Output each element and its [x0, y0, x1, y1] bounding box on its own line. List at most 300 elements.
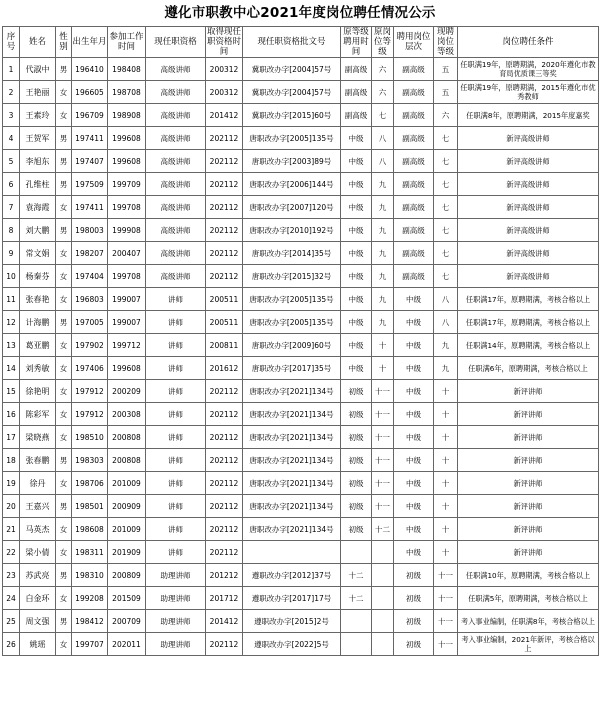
cell-gender: 女 — [56, 357, 72, 380]
cell-birth: 197407 — [72, 150, 108, 173]
cell-qualification-date: 202112 — [206, 127, 243, 150]
cell-qualification: 高级讲师 — [146, 196, 206, 219]
cell-post-level: 七 — [434, 196, 458, 219]
table-row — [3, 127, 599, 150]
cell-name: 张春鹏 — [20, 449, 56, 472]
cell-approval-doc: 唐职改办字[2009]60号 — [243, 334, 341, 357]
cell-orig-level-date: 副高级 — [341, 58, 372, 81]
cell-name: 张春艳 — [20, 288, 56, 311]
cell-approval-doc: 冀职改办字[2004]57号 — [243, 81, 341, 104]
cell-gender: 女 — [56, 426, 72, 449]
cell-post-level: 十 — [434, 518, 458, 541]
cell-qualification-date: 202112 — [206, 242, 243, 265]
cell-orig-post-level: 九 — [372, 311, 394, 334]
cell-conditions: 新评高级讲师 — [458, 219, 599, 242]
cell-qualification-date: 202112 — [206, 380, 243, 403]
cell-name: 白金环 — [20, 587, 56, 610]
cell-work-start: 199908 — [108, 219, 146, 242]
cell-work-start: 200909 — [108, 495, 146, 518]
cell-orig-post-level: 七 — [372, 104, 394, 127]
cell-approval-doc: 唐职改办字[2007]120号 — [243, 196, 341, 219]
cell-birth: 197902 — [72, 334, 108, 357]
cell-work-start: 199708 — [108, 196, 146, 219]
cell-post-tier: 中级 — [394, 449, 434, 472]
cell-birth: 197411 — [72, 196, 108, 219]
cell-qualification: 高级讲师 — [146, 242, 206, 265]
cell-orig-post-level: 九 — [372, 219, 394, 242]
header-row — [3, 27, 599, 58]
cell-orig-post-level: 六 — [372, 58, 394, 81]
cell-birth: 198608 — [72, 518, 108, 541]
cell-post-tier: 初级 — [394, 610, 434, 633]
cell-orig-level-date: 中级 — [341, 357, 372, 380]
cell-approval-doc: 唐职改办字[2015]32号 — [243, 265, 341, 288]
cell-name: 刘秀敏 — [20, 357, 56, 380]
cell-gender: 女 — [56, 242, 72, 265]
cell-qualification: 讲师 — [146, 426, 206, 449]
cell-orig-level-date — [341, 633, 372, 656]
cell-orig-level-date — [341, 541, 372, 564]
cell-name: 王贺军 — [20, 127, 56, 150]
cell-orig-post-level: 九 — [372, 288, 394, 311]
cell-serial: 19 — [3, 472, 20, 495]
cell-post-level: 十 — [434, 426, 458, 449]
cell-serial: 5 — [3, 150, 20, 173]
cell-work-start: 200308 — [108, 403, 146, 426]
cell-conditions: 任职满6年，原聘期满，考核合格以上 — [458, 357, 599, 380]
appointment-table — [2, 26, 599, 656]
cell-qualification-date: 202112 — [206, 426, 243, 449]
cell-serial: 26 — [3, 633, 20, 656]
cell-birth: 197509 — [72, 173, 108, 196]
cell-qualification: 高级讲师 — [146, 104, 206, 127]
cell-gender: 男 — [56, 449, 72, 472]
cell-orig-level-date: 初级 — [341, 380, 372, 403]
cell-work-start: 202011 — [108, 633, 146, 656]
cell-qualification: 讲师 — [146, 357, 206, 380]
cell-post-level: 九 — [434, 357, 458, 380]
cell-gender: 女 — [56, 380, 72, 403]
cell-serial: 22 — [3, 541, 20, 564]
cell-birth: 198706 — [72, 472, 108, 495]
cell-post-tier: 中级 — [394, 380, 434, 403]
cell-approval-doc: 唐职改办字[2021]134号 — [243, 380, 341, 403]
cell-gender: 女 — [56, 518, 72, 541]
cell-orig-level-date: 副高级 — [341, 104, 372, 127]
cell-post-tier: 中级 — [394, 334, 434, 357]
cell-post-level: 七 — [434, 127, 458, 150]
cell-serial: 7 — [3, 196, 20, 219]
cell-work-start: 201509 — [108, 587, 146, 610]
cell-approval-doc: 唐职改办字[2006]144号 — [243, 173, 341, 196]
cell-gender: 女 — [56, 265, 72, 288]
cell-birth: 198510 — [72, 426, 108, 449]
cell-post-tier: 副高级 — [394, 265, 434, 288]
cell-work-start: 198408 — [108, 58, 146, 81]
cell-birth: 199707 — [72, 633, 108, 656]
cell-approval-doc: 唐职改办字[2003]89号 — [243, 150, 341, 173]
cell-serial: 2 — [3, 81, 20, 104]
cell-serial: 17 — [3, 426, 20, 449]
cell-serial: 24 — [3, 587, 20, 610]
cell-post-level: 五 — [434, 81, 458, 104]
table-row — [3, 564, 599, 587]
cell-birth: 198311 — [72, 541, 108, 564]
header-conditions: 岗位聘任条件 — [458, 27, 599, 58]
cell-gender: 男 — [56, 610, 72, 633]
table-row — [3, 403, 599, 426]
cell-orig-level-date: 中级 — [341, 334, 372, 357]
cell-approval-doc: 冀职改办字[2004]57号 — [243, 58, 341, 81]
cell-approval-doc: 唐职改办字[2005]135号 — [243, 127, 341, 150]
cell-qualification-date: 202112 — [206, 518, 243, 541]
cell-orig-level-date: 中级 — [341, 265, 372, 288]
cell-qualification: 讲师 — [146, 541, 206, 564]
cell-orig-post-level — [372, 633, 394, 656]
cell-post-level: 七 — [434, 265, 458, 288]
cell-birth: 197005 — [72, 311, 108, 334]
cell-orig-post-level: 十一 — [372, 495, 394, 518]
cell-orig-level-date: 初级 — [341, 472, 372, 495]
cell-name: 梁小倩 — [20, 541, 56, 564]
cell-name: 王艳丽 — [20, 81, 56, 104]
cell-gender: 女 — [56, 587, 72, 610]
cell-orig-post-level: 九 — [372, 173, 394, 196]
cell-gender: 女 — [56, 196, 72, 219]
cell-birth: 197411 — [72, 127, 108, 150]
cell-work-start: 199608 — [108, 357, 146, 380]
cell-post-level: 十 — [434, 541, 458, 564]
cell-post-tier: 中级 — [394, 357, 434, 380]
cell-conditions: 新评讲师 — [458, 449, 599, 472]
cell-qualification-date: 202112 — [206, 403, 243, 426]
cell-qualification-date: 200811 — [206, 334, 243, 357]
cell-orig-level-date: 中级 — [341, 127, 372, 150]
table-row — [3, 81, 599, 104]
cell-post-level: 十一 — [434, 610, 458, 633]
cell-post-level: 十 — [434, 449, 458, 472]
cell-orig-level-date: 初级 — [341, 449, 372, 472]
table-row — [3, 472, 599, 495]
cell-serial: 6 — [3, 173, 20, 196]
cell-post-tier: 中级 — [394, 403, 434, 426]
cell-gender: 女 — [56, 334, 72, 357]
cell-serial: 15 — [3, 380, 20, 403]
cell-orig-level-date: 初级 — [341, 518, 372, 541]
cell-conditions: 新评讲师 — [458, 380, 599, 403]
cell-name: 梁晓燕 — [20, 426, 56, 449]
cell-qualification: 高级讲师 — [146, 150, 206, 173]
cell-post-level: 十一 — [434, 633, 458, 656]
table-row — [3, 334, 599, 357]
cell-gender: 男 — [56, 219, 72, 242]
cell-qualification-date: 202112 — [206, 633, 243, 656]
cell-post-tier: 初级 — [394, 633, 434, 656]
cell-orig-level-date: 十二 — [341, 564, 372, 587]
cell-serial: 16 — [3, 403, 20, 426]
cell-orig-post-level: 十 — [372, 357, 394, 380]
cell-work-start: 199708 — [108, 265, 146, 288]
table-row — [3, 265, 599, 288]
cell-qualification: 助理讲师 — [146, 610, 206, 633]
cell-qualification: 高级讲师 — [146, 219, 206, 242]
cell-qualification-date: 202112 — [206, 495, 243, 518]
cell-gender: 女 — [56, 633, 72, 656]
cell-name: 计海鹏 — [20, 311, 56, 334]
table-row — [3, 357, 599, 380]
cell-work-start: 200808 — [108, 449, 146, 472]
cell-orig-post-level: 十 — [372, 334, 394, 357]
cell-qualification: 助理讲师 — [146, 587, 206, 610]
cell-conditions: 新评讲师 — [458, 518, 599, 541]
header-qualification-date: 取得现任职资格时间 — [206, 27, 241, 57]
cell-name: 李旭东 — [20, 150, 56, 173]
cell-work-start: 200407 — [108, 242, 146, 265]
cell-orig-level-date: 初级 — [341, 426, 372, 449]
table-row — [3, 150, 599, 173]
cell-orig-level-date: 中级 — [341, 288, 372, 311]
cell-approval-doc — [243, 541, 341, 564]
cell-work-start: 198908 — [108, 104, 146, 127]
cell-orig-post-level: 十一 — [372, 472, 394, 495]
header-orig-post-level: 原岗位等级 — [372, 27, 394, 58]
cell-gender: 男 — [56, 311, 72, 334]
cell-post-level: 十 — [434, 495, 458, 518]
table-row — [3, 58, 599, 81]
cell-post-level: 七 — [434, 219, 458, 242]
cell-birth: 196605 — [72, 81, 108, 104]
cell-birth: 196803 — [72, 288, 108, 311]
cell-conditions: 新评讲师 — [458, 426, 599, 449]
cell-qualification: 讲师 — [146, 495, 206, 518]
cell-qualification-date: 201712 — [206, 587, 243, 610]
cell-conditions: 任职满8年，原聘期满，2015年度嘉奖 — [458, 104, 599, 127]
cell-gender: 女 — [56, 288, 72, 311]
cell-conditions: 新评讲师 — [458, 495, 599, 518]
cell-serial: 25 — [3, 610, 20, 633]
cell-conditions: 新评高级讲师 — [458, 242, 599, 265]
cell-qualification-date: 202112 — [206, 173, 243, 196]
header-birth: 出生年月 — [72, 27, 108, 58]
cell-post-level: 六 — [434, 104, 458, 127]
cell-orig-post-level: 九 — [372, 265, 394, 288]
cell-conditions: 新评高级讲师 — [458, 150, 599, 173]
cell-gender: 女 — [56, 81, 72, 104]
cell-serial: 23 — [3, 564, 20, 587]
cell-conditions: 考入事业编制，2021年新评，考核合格以上 — [458, 633, 599, 656]
cell-orig-level-date: 中级 — [341, 173, 372, 196]
cell-post-level: 十一 — [434, 564, 458, 587]
cell-qualification: 讲师 — [146, 311, 206, 334]
cell-orig-post-level: 十一 — [372, 449, 394, 472]
cell-orig-level-date: 初级 — [341, 403, 372, 426]
cell-conditions: 任职满19年，原聘期满，2020年遵化市教育局优质课三等奖 — [458, 58, 599, 81]
cell-work-start: 201009 — [108, 518, 146, 541]
cell-post-level: 十 — [434, 380, 458, 403]
cell-approval-doc: 唐职改办字[2005]135号 — [243, 311, 341, 334]
cell-serial: 8 — [3, 219, 20, 242]
cell-gender: 男 — [56, 564, 72, 587]
cell-name: 周文强 — [20, 610, 56, 633]
cell-work-start: 198708 — [108, 81, 146, 104]
cell-approval-doc: 唐职改办字[2021]134号 — [243, 449, 341, 472]
cell-qualification: 讲师 — [146, 288, 206, 311]
cell-birth: 198310 — [72, 564, 108, 587]
cell-qualification: 讲师 — [146, 334, 206, 357]
cell-qualification: 助理讲师 — [146, 564, 206, 587]
table-row — [3, 495, 599, 518]
cell-serial: 21 — [3, 518, 20, 541]
header-post-tier: 聘用岗位层次 — [394, 27, 434, 58]
cell-qualification: 讲师 — [146, 449, 206, 472]
cell-qualification: 讲师 — [146, 472, 206, 495]
cell-birth: 199208 — [72, 587, 108, 610]
cell-post-tier: 中级 — [394, 311, 434, 334]
table-row — [3, 587, 599, 610]
cell-serial: 12 — [3, 311, 20, 334]
cell-orig-level-date: 中级 — [341, 196, 372, 219]
cell-orig-level-date: 中级 — [341, 242, 372, 265]
cell-conditions: 任职满17年，原聘期满，考核合格以上 — [458, 288, 599, 311]
cell-approval-doc: 唐职改办字[2021]134号 — [243, 472, 341, 495]
cell-post-level: 十 — [434, 472, 458, 495]
cell-post-tier: 中级 — [394, 518, 434, 541]
cell-conditions: 任职满19年，原聘期满，2015年遵化市优秀教师 — [458, 81, 599, 104]
cell-qualification-date: 200312 — [206, 81, 243, 104]
cell-gender: 女 — [56, 403, 72, 426]
cell-approval-doc: 唐职改办字[2021]134号 — [243, 403, 341, 426]
cell-conditions: 新评讲师 — [458, 403, 599, 426]
table-row — [3, 541, 599, 564]
cell-qualification-date: 201612 — [206, 357, 243, 380]
cell-birth: 197912 — [72, 403, 108, 426]
cell-qualification-date: 202112 — [206, 219, 243, 242]
cell-conditions: 任职满10年，原聘期满，考核合格以上 — [458, 564, 599, 587]
cell-post-tier: 副高级 — [394, 150, 434, 173]
cell-gender: 男 — [56, 150, 72, 173]
cell-qualification-date: 202112 — [206, 541, 243, 564]
cell-qualification: 高级讲师 — [146, 173, 206, 196]
cell-qualification-date: 201412 — [206, 104, 243, 127]
cell-approval-doc: 唐职改办字[2010]192号 — [243, 219, 341, 242]
cell-conditions: 新评高级讲师 — [458, 173, 599, 196]
cell-work-start: 200808 — [108, 426, 146, 449]
cell-birth: 198303 — [72, 449, 108, 472]
cell-conditions: 新评讲师 — [458, 541, 599, 564]
table-body — [3, 58, 599, 656]
cell-post-tier: 副高级 — [394, 242, 434, 265]
cell-qualification-date: 202112 — [206, 150, 243, 173]
cell-gender: 男 — [56, 495, 72, 518]
cell-post-tier: 中级 — [394, 426, 434, 449]
cell-gender: 男 — [56, 127, 72, 150]
cell-name: 袁海霞 — [20, 196, 56, 219]
cell-serial: 14 — [3, 357, 20, 380]
cell-qualification: 讲师 — [146, 403, 206, 426]
cell-orig-post-level: 八 — [372, 127, 394, 150]
cell-name: 常文娟 — [20, 242, 56, 265]
cell-conditions: 任职满5年，原聘期满，考核合格以上 — [458, 587, 599, 610]
cell-post-tier: 副高级 — [394, 81, 434, 104]
table-row — [3, 426, 599, 449]
cell-qualification-date: 202112 — [206, 449, 243, 472]
cell-post-level: 八 — [434, 288, 458, 311]
cell-post-tier: 副高级 — [394, 58, 434, 81]
cell-name: 葛亚鹏 — [20, 334, 56, 357]
cell-post-tier: 副高级 — [394, 173, 434, 196]
cell-conditions: 任职满14年，原聘期满，考核合格以上 — [458, 334, 599, 357]
cell-orig-level-date: 中级 — [341, 219, 372, 242]
cell-gender: 男 — [56, 58, 72, 81]
cell-gender: 女 — [56, 104, 72, 127]
cell-qualification-date: 200511 — [206, 288, 243, 311]
header-orig-level-date: 原等级聘用时间 — [341, 27, 372, 58]
cell-birth: 196709 — [72, 104, 108, 127]
cell-name: 杨秦芬 — [20, 265, 56, 288]
cell-orig-post-level: 十一 — [372, 380, 394, 403]
cell-post-tier: 中级 — [394, 495, 434, 518]
header-gender: 性别 — [56, 27, 72, 58]
cell-name: 姚瑶 — [20, 633, 56, 656]
cell-post-tier: 副高级 — [394, 104, 434, 127]
cell-approval-doc: 唐职改办字[2021]134号 — [243, 495, 341, 518]
cell-name: 马英杰 — [20, 518, 56, 541]
cell-serial: 4 — [3, 127, 20, 150]
cell-post-tier: 副高级 — [394, 196, 434, 219]
cell-gender: 女 — [56, 472, 72, 495]
cell-post-level: 十 — [434, 403, 458, 426]
cell-qualification-date: 202112 — [206, 265, 243, 288]
cell-work-start: 200809 — [108, 564, 146, 587]
cell-birth: 196410 — [72, 58, 108, 81]
cell-orig-level-date: 十二 — [341, 587, 372, 610]
cell-post-tier: 中级 — [394, 472, 434, 495]
cell-qualification: 助理讲师 — [146, 633, 206, 656]
cell-name: 王素玲 — [20, 104, 56, 127]
header-qualification: 现任职资格 — [146, 27, 206, 58]
cell-approval-doc: 唐职改办字[2005]135号 — [243, 288, 341, 311]
cell-post-tier: 中级 — [394, 288, 434, 311]
cell-orig-post-level — [372, 587, 394, 610]
cell-work-start: 199608 — [108, 127, 146, 150]
cell-post-tier: 初级 — [394, 564, 434, 587]
cell-orig-post-level: 八 — [372, 150, 394, 173]
page-title: 遵化市职教中心2021年度岗位聘任情况公示 — [164, 5, 436, 21]
cell-conditions: 新评高级讲师 — [458, 196, 599, 219]
cell-name: 徐丹 — [20, 472, 56, 495]
cell-serial: 13 — [3, 334, 20, 357]
cell-post-level: 七 — [434, 173, 458, 196]
cell-qualification: 高级讲师 — [146, 81, 206, 104]
header-post-level: 现聘岗位等级 — [434, 27, 458, 58]
cell-orig-post-level: 十一 — [372, 426, 394, 449]
cell-name: 刘大鹏 — [20, 219, 56, 242]
cell-orig-post-level: 九 — [372, 242, 394, 265]
cell-approval-doc: 唐职改办字[2021]134号 — [243, 426, 341, 449]
cell-birth: 197406 — [72, 357, 108, 380]
cell-serial: 20 — [3, 495, 20, 518]
cell-work-start: 199608 — [108, 150, 146, 173]
table-row — [3, 196, 599, 219]
cell-name: 苏武亮 — [20, 564, 56, 587]
cell-birth: 198412 — [72, 610, 108, 633]
cell-post-tier: 中级 — [394, 541, 434, 564]
header-serial: 序号 — [3, 27, 20, 58]
cell-gender: 女 — [56, 541, 72, 564]
cell-work-start: 199007 — [108, 311, 146, 334]
cell-serial: 1 — [3, 58, 20, 81]
cell-birth: 197404 — [72, 265, 108, 288]
